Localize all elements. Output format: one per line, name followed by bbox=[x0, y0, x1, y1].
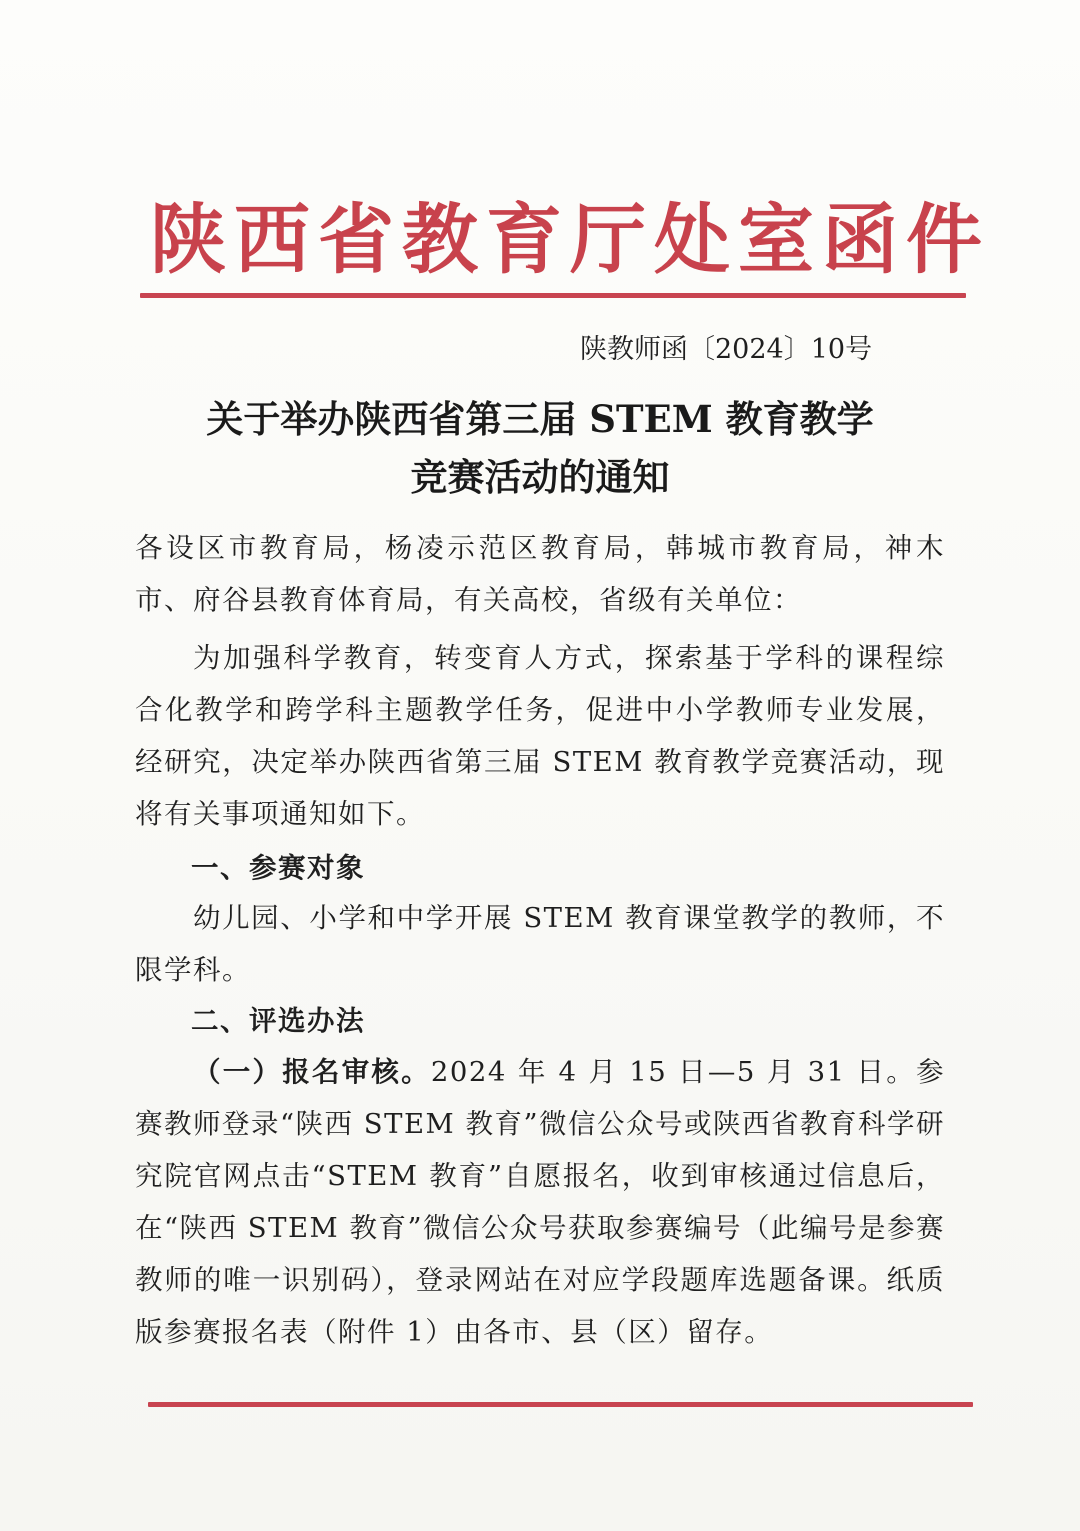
addressee: 各设区市教育局，杨凌示范区教育局，韩城市教育局，神木市、府谷县教育体育局，有关高校，省级有关单位： bbox=[135, 532, 945, 616]
red-rule-bottom bbox=[148, 1402, 973, 1407]
participants-paragraph: 幼儿园、小学和中学开展 STEM 教育课堂教学的教师，不限学科。 bbox=[135, 902, 945, 986]
registration-body: 2024 年 4 月 15 日—5 月 31 日。参赛教师登录“陕西 STEM 教育”微信公众号或陕西省教育科学研究院官网点击“STEM 教育”自愿报名，收到审核通过信息后，在“陕西 STEM 教育”微信公众号获取参赛编号（此编号是参赛教师的唯一识别码），登录网站在对应学段题库选题备课。纸质版参赛报名表（附件 1）由各市、县（区）留存。 bbox=[135, 1056, 946, 1348]
document-title bbox=[140, 390, 940, 506]
registration-paragraph bbox=[135, 1046, 945, 1358]
section-heading-evaluation: 二、评选办法 bbox=[191, 1005, 365, 1037]
document-number: 陕教师函〔2024〕10号 bbox=[580, 334, 873, 365]
red-rule-top bbox=[140, 293, 966, 298]
title-line-2: 竞赛活动的通知 bbox=[410, 455, 670, 499]
intro-paragraph: 为加强科学教育，转变育人方式，探索基于学科的课程综合化教学和跨学科主题教学任务，促进中小学教师专业发展，经研究，决定举办陕西省第三届 STEM 教育教学竞赛活动，现将有关事项通知如下。 bbox=[135, 642, 945, 830]
title-line-1: 关于举办陕西省第三届 STEM 教育教学 bbox=[206, 397, 874, 441]
registration-lead: （一）报名审核。 bbox=[193, 1056, 431, 1088]
masthead-title: 陕西省教育厅处室函件 bbox=[150, 195, 990, 284]
section-heading-participants: 一、参赛对象 bbox=[191, 852, 365, 884]
